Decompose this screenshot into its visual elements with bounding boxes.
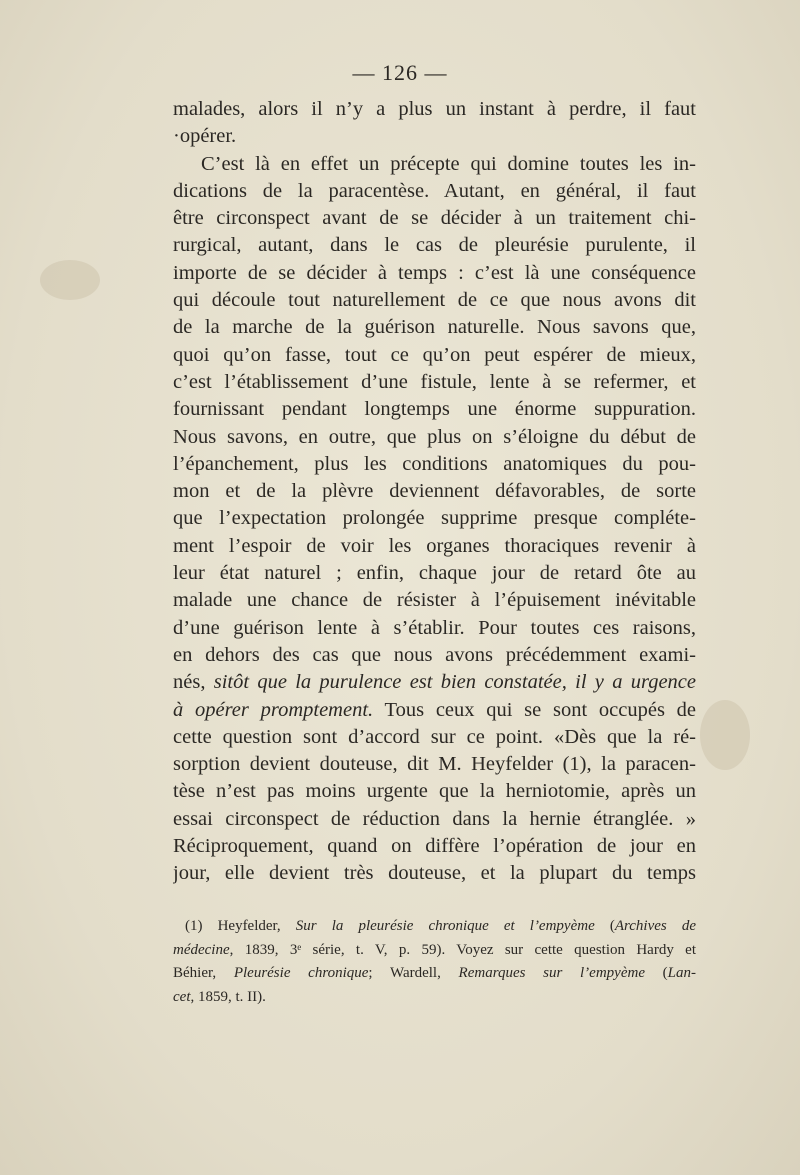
text-line: tèse n’est pas moins urgente que la herniotomie, après un — [173, 780, 696, 803]
footnote-text: ; Wardell, — [368, 965, 459, 981]
text-run: nés, — [173, 671, 214, 694]
text-line: malades, alors il n’y a plus un instant à perdre, il faut — [173, 98, 696, 120]
footnote-text: Béhier, — [173, 965, 234, 981]
footnote-title: Remarques sur l’empyème — [458, 965, 645, 981]
footnote-title: Pleurésie chronique — [233, 965, 369, 981]
text-line: importe de se décider à temps : c’est là une conséquence — [173, 261, 696, 284]
text-line: leur état naturel ; enfin, chaque jour de retard ôte au — [173, 562, 696, 585]
footnote-line — [173, 986, 696, 1010]
text-line: Réciproquement, quand on diffère l’opération de jour en — [173, 835, 696, 858]
text-line: l’épanchement, plus les conditions anatomiques du pou- — [173, 452, 696, 475]
text-line: ·opérer. — [173, 125, 237, 148]
text-line: jour, elle devient très douteuse, et la plupart du temps — [173, 862, 696, 885]
page-number: — 126 — — [352, 60, 448, 85]
text-line: C’est là en effet un précepte qui domine toutes les in- — [201, 152, 696, 175]
footnote-title: Lan- — [667, 965, 696, 981]
footnote-line — [173, 915, 696, 939]
italic-emphasis: sitôt que la purulence est bien constatée, il y a urgence — [213, 671, 696, 694]
footnote-line — [173, 962, 696, 986]
footnote-text: , 1859, t. II). — [190, 988, 266, 1005]
footnote-title: Archives de — [614, 918, 696, 934]
footnote-title: médecine — [173, 941, 230, 958]
footnote-text: ( — [644, 965, 668, 981]
body-text — [173, 96, 696, 888]
paper-stain — [40, 260, 100, 300]
text-line: essai circonspect de réduction dans la hernie étranglée. » — [173, 807, 696, 830]
text-line: quoi qu’on fasse, tout ce qu’on peut espérer de mieux, — [173, 343, 696, 366]
text-line: Nous savons, en outre, que plus on s’éloigne du début de — [173, 425, 696, 448]
text-line: rurgical, autant, dans le cas de pleurésie purulente, il — [173, 234, 696, 257]
text-line: de la marche de la guérison naturelle. Nous savons que, — [173, 316, 696, 339]
text-line: malade une chance de résister à l’épuisement inévitable — [173, 589, 696, 612]
text-line: cette question sont d’accord sur ce point. «Dès que la ré- — [173, 725, 696, 748]
text-line: sorption devient douteuse, dit M. Heyfelder (1), la paracen- — [173, 753, 696, 776]
footnote-line — [173, 939, 696, 963]
italic-emphasis: à opérer promptement. — [173, 698, 374, 721]
text-line: fournissant pendant longtemps une énorme suppuration. — [173, 398, 696, 421]
text-line — [173, 697, 696, 724]
text-line: c’est l’établissement d’une fistule, lente à se refermer, et — [173, 370, 696, 393]
paper-stain — [700, 700, 750, 770]
text-line: d’une guérison lente à s’établir. Pour toutes ces raisons, — [173, 616, 696, 639]
text-line: être circonspect avant de se décider à un traitement chi- — [173, 207, 696, 230]
footnote-text: , 1839, 3ᵉ série, t. V, p. 59). Voyez sur cette question Hardy et — [229, 941, 696, 958]
text-line: en dehors des cas que nous avons précédemment exami- — [173, 643, 696, 666]
text-line: ment l’espoir de voir les organes thoraciques revenir à — [173, 534, 696, 557]
text-line — [173, 669, 696, 696]
text-line: que l’expectation prolongée supprime presque compléte- — [173, 507, 696, 530]
text-line: dications de la paracentèse. Autant, en général, il faut — [173, 179, 696, 202]
text-run: Tous ceux qui se sont occupés de — [373, 698, 696, 721]
footnote — [173, 915, 696, 1009]
footnote-title: Sur la pleurésie chronique et l’empyème — [295, 918, 595, 934]
text-line: mon et de la plèvre deviennent défavorables, de sorte — [173, 480, 696, 503]
footnote-text: ( — [594, 918, 615, 934]
text-line: qui découle tout naturellement de ce que nous avons dit — [173, 289, 696, 312]
footnote-marker: (1) Heyfelder, — [185, 918, 296, 934]
footnote-title: cet — [173, 988, 191, 1005]
